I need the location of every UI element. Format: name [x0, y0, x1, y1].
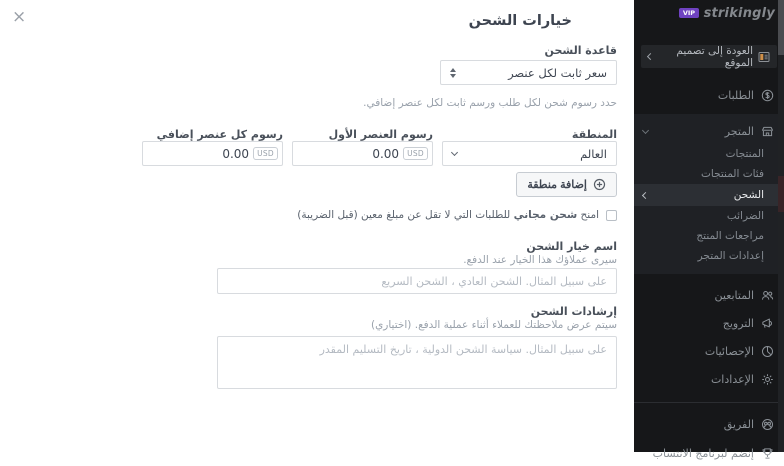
sidebar-item-team[interactable]: [634, 411, 784, 437]
store-icon: [761, 125, 774, 138]
currency-badge: USD: [403, 147, 428, 160]
modal-title: خيارات الشحن: [468, 13, 572, 29]
add-region-label: إضافة منطقة: [527, 179, 587, 191]
free-shipping-checkbox[interactable]: [606, 210, 617, 221]
sidebar-item-label: الطلبات: [717, 88, 754, 102]
trophy-icon: [761, 447, 774, 460]
sidebar-item-label: الإعدادات: [710, 372, 754, 386]
sidebar-item-orders[interactable]: [634, 82, 784, 108]
instructions-textarea[interactable]: [217, 336, 617, 389]
sidebar-item-label: الضرائب: [726, 210, 764, 222]
first-item-fee-label: رسوم العنصر الأول: [328, 128, 433, 141]
sidebar-item-shipping[interactable]: [634, 184, 784, 206]
sidebar-item-label: الشحن: [733, 189, 764, 201]
additional-item-fee-value: 0.00: [222, 146, 250, 161]
region-select-value: العالم: [580, 146, 607, 161]
sidebar-item-store[interactable]: [634, 118, 784, 144]
scrollbar-mark: [778, 176, 784, 212]
sidebar-item-label: الفريق: [723, 417, 754, 431]
team-icon: [761, 418, 774, 431]
sidebar-item-label: فئات المنتجات: [701, 168, 764, 180]
plus-circle-icon: [593, 178, 606, 191]
back-to-editor-button[interactable]: [641, 45, 777, 68]
admin-sidebar: [634, 0, 784, 460]
sidebar-item-label: المتجر: [724, 124, 754, 138]
vip-badge: VIP: [679, 8, 698, 19]
scrollbar-track[interactable]: [778, 0, 784, 452]
region-label: المنطقة: [571, 128, 617, 141]
sidebar-nav: [634, 82, 784, 466]
sidebar-item-taxes[interactable]: [634, 206, 784, 226]
currency-badge: USD: [253, 147, 278, 160]
sidebar-item-label: المنتجات: [725, 148, 764, 160]
site-design-icon: [758, 51, 770, 63]
option-name-help: سيرى عملاؤك هذا الخيار عند الدفع.: [463, 254, 617, 266]
option-name-input[interactable]: [217, 268, 617, 294]
sidebar-item-label: إعدادات المتجر: [697, 250, 764, 262]
chevron-left-icon: [642, 191, 649, 198]
pie-chart-icon: [761, 345, 774, 358]
sidebar-item-affiliate[interactable]: [634, 440, 784, 466]
sidebar-item-settings[interactable]: [634, 366, 784, 392]
first-item-fee-value: 0.00: [372, 146, 400, 161]
instructions-label: إرشادات الشحن: [530, 305, 617, 318]
add-region-button[interactable]: [516, 172, 617, 197]
chevron-down-icon: [642, 126, 649, 133]
additional-item-fee-input[interactable]: [142, 141, 283, 166]
free-shipping-row: [297, 209, 617, 221]
megaphone-icon: [761, 317, 774, 330]
sidebar-item-store-settings[interactable]: [634, 246, 784, 266]
additional-item-fee-label: رسوم كل عنصر إضافي: [156, 128, 283, 141]
scrollbar-thumb[interactable]: [778, 0, 784, 55]
select-spinner-icon: [450, 68, 456, 78]
sidebar-item-label: المتابعين: [714, 288, 754, 302]
sidebar-item-product-categories[interactable]: [634, 164, 784, 184]
sidebar-item-promote[interactable]: [634, 310, 784, 336]
store-group: [634, 114, 784, 274]
close-icon[interactable]: ×: [12, 7, 27, 27]
sidebar-divider: [634, 402, 784, 403]
strikingly-logo: strikingly: [703, 5, 775, 21]
dollar-circle-icon: [761, 89, 774, 102]
sidebar-item-products[interactable]: [634, 144, 784, 164]
sidebar-item-label: مراجعات المنتج: [696, 230, 764, 242]
logo-row: [634, 5, 784, 21]
free-shipping-label: امنح شحن مجاني للطلبات التي لا تقل عن مبلغ معين (قبل الضريبة): [297, 209, 599, 221]
shipping-base-select-value: سعر ثابت لكل عنصر: [508, 65, 607, 80]
back-to-editor-label: العودة إلى تصميم الموقع: [676, 44, 753, 69]
instructions-help: سيتم عرض ملاحظتك للعملاء أثناء عملية الدفع. (اختياري): [370, 319, 617, 331]
shipping-base-help: حدد رسوم شحن لكل طلب ورسم ثابت لكل عنصر إضافي.: [363, 97, 617, 109]
sidebar-item-product-reviews[interactable]: [634, 226, 784, 246]
first-item-fee-input[interactable]: [292, 141, 433, 166]
followers-icon: [761, 289, 774, 302]
shipping-base-select[interactable]: [440, 60, 617, 85]
sidebar-item-label: الترويج: [722, 316, 754, 330]
sidebar-item-statistics[interactable]: [634, 338, 784, 364]
shipping-base-label: قاعدة الشحن: [544, 44, 617, 57]
region-select[interactable]: [442, 141, 617, 166]
gear-icon: [761, 373, 774, 386]
sidebar-item-label: الإحصائيات: [704, 344, 754, 358]
sidebar-item-label: إنضم لبرنامج الانتساب: [652, 446, 754, 460]
sidebar-item-followers[interactable]: [634, 282, 784, 308]
option-name-label: اسم خيار الشحن: [526, 240, 617, 253]
chevron-down-icon: [451, 149, 458, 156]
